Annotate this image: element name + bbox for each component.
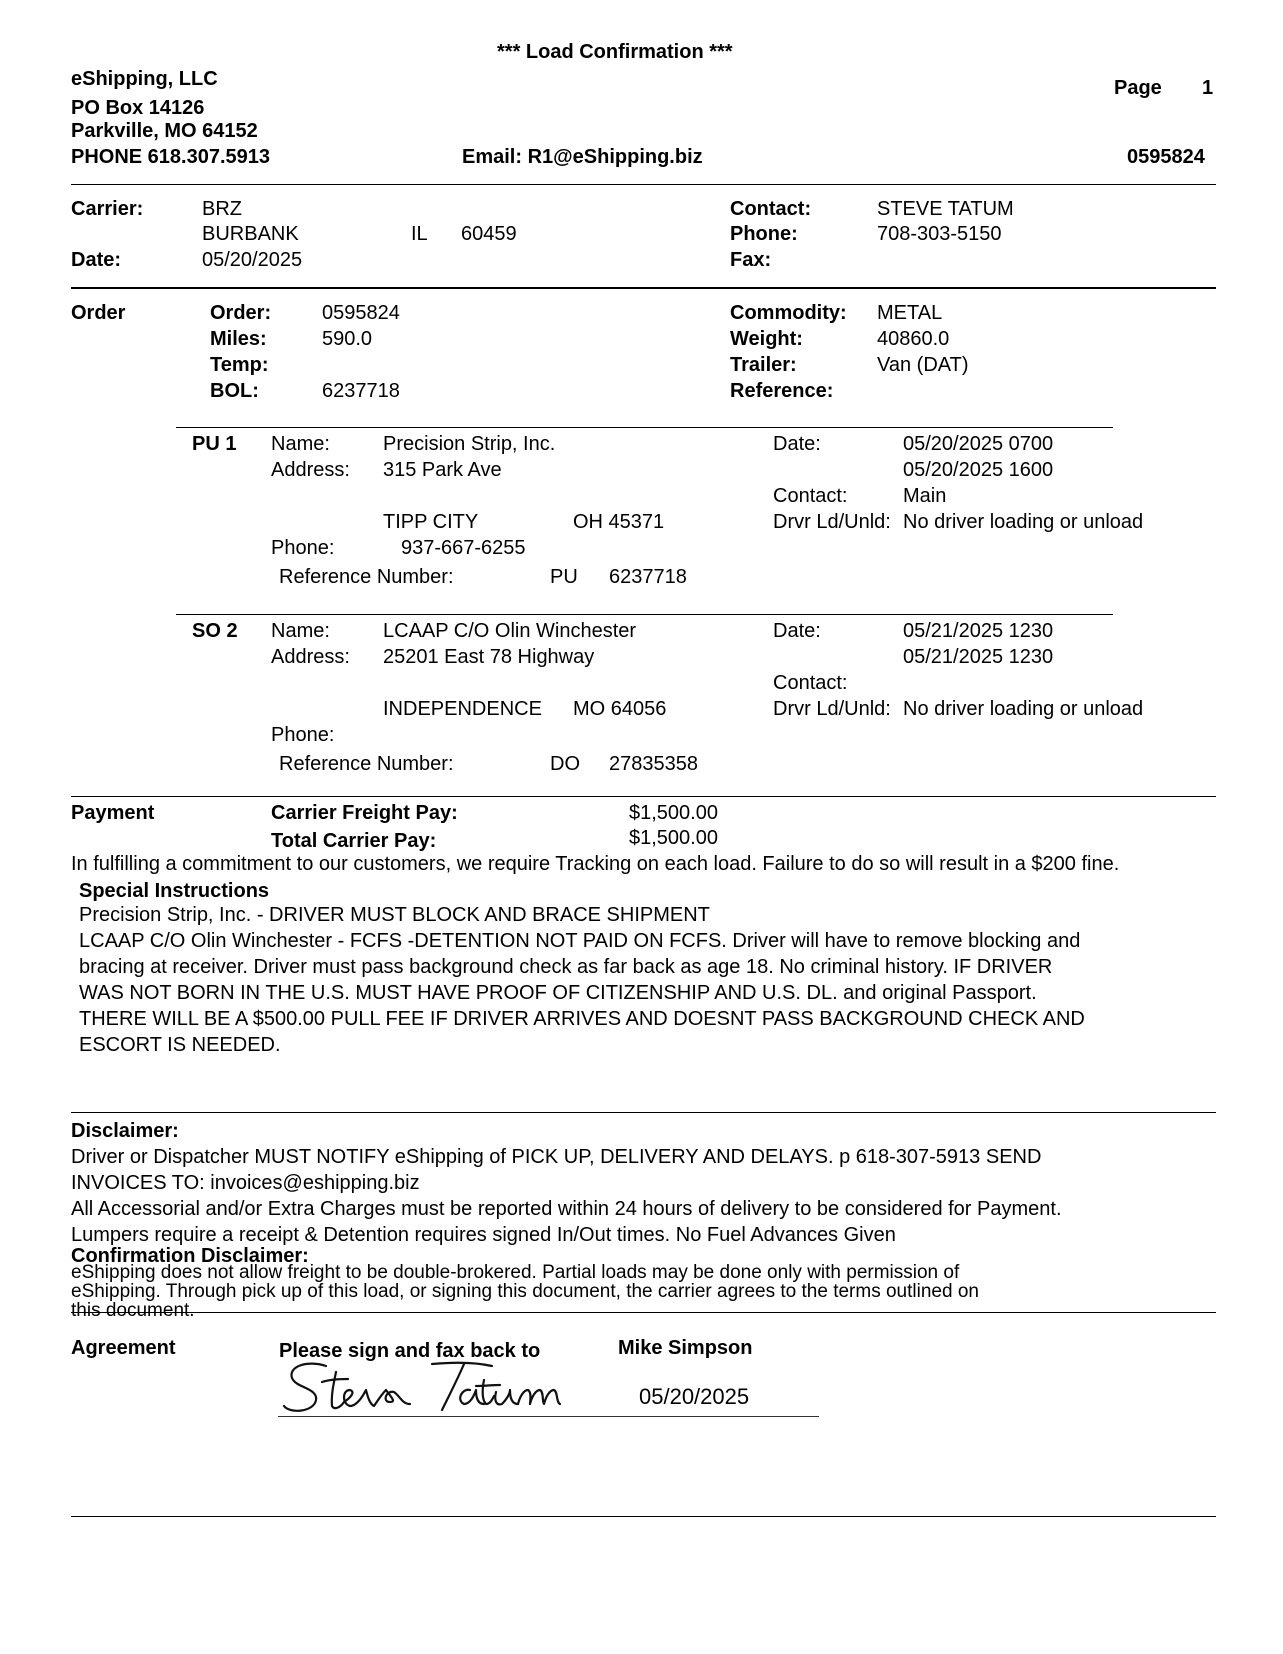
stop-name: Precision Strip, Inc.	[383, 433, 556, 455]
freight-pay-label: Carrier Freight Pay:	[271, 802, 458, 824]
temp-label: Temp:	[210, 354, 269, 376]
disclaimer-text	[71, 1144, 1062, 1248]
weight-label: Weight:	[730, 328, 803, 350]
carrier-name: BRZ	[202, 198, 242, 220]
stop-date-start: 05/20/2025 0700	[903, 433, 1054, 455]
stop-drvr-value: No driver loading or unload	[903, 698, 1144, 720]
tracking-notice: In fulfilling a commitment to our customers, we require Tracking on each load. Failure to do so will result in a $200 fine.	[71, 853, 1120, 875]
stop-state-zip: OH 45371	[573, 511, 665, 533]
load-number: 0595824	[1127, 146, 1205, 168]
commodity-label: Commodity:	[730, 302, 847, 324]
special-instructions-line: ESCORT IS NEEDED.	[79, 1034, 281, 1056]
stop-name-label: Name:	[271, 433, 330, 455]
stop-city: INDEPENDENCE	[383, 698, 542, 720]
sign-instruction: Please sign and fax back to	[279, 1340, 541, 1362]
bol-value: 6237718	[322, 380, 400, 402]
confirmation-disclaimer-heading: Confirmation Disclaimer:	[71, 1245, 309, 1267]
signature-image	[278, 1358, 578, 1418]
carrier-state: IL	[411, 223, 428, 245]
stop-phone-label: Phone:	[271, 724, 335, 746]
commodity-value: METAL	[877, 302, 943, 324]
stop-contact: Main	[903, 485, 947, 507]
company-address-line1: PO Box 14126	[71, 97, 205, 119]
stop-reference-label: Reference Number:	[279, 753, 454, 775]
stop-drvr-label: Drvr Ld/Unld:	[773, 698, 891, 720]
agreement-section-label: Agreement	[71, 1337, 176, 1359]
miles-value: 590.0	[322, 328, 373, 350]
divider	[176, 427, 1113, 428]
stop-drvr-label: Drvr Ld/Unld:	[773, 511, 891, 533]
stop-reference-label: Reference Number:	[279, 566, 454, 588]
confirmation-line: this document.	[71, 1300, 195, 1321]
contact-label: Contact:	[730, 198, 812, 220]
confirmation-line: eShipping. Through pick up of this load, or signing this document, the carrier agrees to the terms outlined on	[71, 1281, 979, 1302]
divider	[71, 796, 1216, 797]
stop-date-label: Date:	[773, 433, 821, 455]
disclaimer-line: Driver or Dispatcher MUST NOTIFY eShipping of PICK UP, DELIVERY AND DELAYS. p 618-307-5913 SEND	[71, 1146, 1042, 1168]
fax-label: Fax:	[730, 249, 772, 271]
special-instructions-line: LCAAP C/O Olin Winchester - FCFS -DETENTION NOT PAID ON FCFS. Driver will have to remove blocking and	[79, 930, 1081, 952]
phone-label: Phone:	[730, 223, 798, 245]
stop-date-end: 05/20/2025 1600	[903, 459, 1054, 481]
stop-city: TIPP CITY	[383, 511, 479, 533]
special-instructions-line: WAS NOT BORN IN THE U.S. MUST HAVE PROOF OF CITIZENSHIP AND U.S. DL. and original Passport.	[79, 982, 1037, 1004]
stop-state-zip: MO 64056	[573, 698, 667, 720]
confirmation-line: eShipping does not allow freight to be double-brokered. Partial loads may be done only with permission of	[71, 1262, 960, 1283]
carrier-contact: STEVE TATUM	[877, 198, 1014, 220]
carrier-date: 05/20/2025	[202, 249, 303, 271]
freight-pay-value: $1,500.00	[629, 802, 718, 824]
payment-section-label: Payment	[71, 802, 155, 824]
stop-address: 315 Park Ave	[383, 459, 502, 481]
divider	[71, 1516, 1216, 1517]
trailer-label: Trailer:	[730, 354, 797, 376]
page-number: 1	[1202, 77, 1214, 99]
total-pay-label: Total Carrier Pay:	[271, 830, 437, 852]
document-title: *** Load Confirmation ***	[497, 41, 733, 63]
carrier-label: Carrier:	[71, 198, 144, 220]
miles-label: Miles:	[210, 328, 267, 350]
stop-reference-number: 27835358	[609, 753, 698, 775]
date-label: Date:	[71, 249, 122, 271]
special-instructions-line: Precision Strip, Inc. - DRIVER MUST BLOCK AND BRACE SHIPMENT	[79, 904, 710, 926]
divider	[71, 184, 1216, 185]
company-address-line2: Parkville, MO 64152	[71, 120, 258, 142]
stop-name-label: Name:	[271, 620, 330, 642]
stop-reference-type: PU	[550, 566, 578, 588]
divider	[71, 1112, 1216, 1113]
special-instructions-line: bracing at receiver. Driver must pass background check as far back as age 18. No criminal history. IF DRIVER	[79, 956, 1053, 978]
page-label: Page	[1114, 77, 1162, 99]
stop-drvr-value: No driver loading or unload	[903, 511, 1144, 533]
divider	[71, 1312, 1216, 1313]
stop-address: 25201 East 78 Highway	[383, 646, 595, 668]
order-section-label: Order	[71, 302, 126, 324]
company-email: Email: R1@eShipping.biz	[462, 146, 703, 168]
signature-line	[278, 1416, 819, 1417]
stop-code: PU 1	[192, 433, 237, 455]
total-pay-value: $1,500.00	[629, 827, 718, 849]
carrier-city: BURBANK	[202, 223, 299, 245]
company-phone: PHONE 618.307.5913	[71, 146, 271, 168]
stop-name: LCAAP C/O Olin Winchester	[383, 620, 637, 642]
trailer-value: Van (DAT)	[877, 354, 969, 376]
divider	[71, 287, 1216, 289]
disclaimer-line: All Accessorial and/or Extra Charges must be reported within 24 hours of delivery to be considered for Payment.	[71, 1198, 1062, 1220]
stop-reference-type: DO	[550, 753, 580, 775]
special-instructions-heading: Special Instructions	[79, 880, 270, 902]
disclaimer-line: INVOICES TO: invoices@eshipping.biz	[71, 1172, 420, 1194]
weight-value: 40860.0	[877, 328, 950, 350]
stop-date-label: Date:	[773, 620, 821, 642]
carrier-zip: 60459	[461, 223, 517, 245]
stop-contact-label: Contact:	[773, 485, 848, 507]
signed-date: 05/20/2025	[639, 1384, 750, 1409]
stop-phone: 937-667-6255	[401, 537, 526, 559]
stop-address-label: Address:	[271, 646, 350, 668]
stop-phone-label: Phone:	[271, 537, 335, 559]
stop-contact-label: Contact:	[773, 672, 848, 694]
reference-label: Reference:	[730, 380, 834, 402]
order-label: Order:	[210, 302, 272, 324]
stop-address-label: Address:	[271, 459, 350, 481]
stop-code: SO 2	[192, 620, 238, 642]
special-instructions-line: THERE WILL BE A $500.00 PULL FEE IF DRIVER ARRIVES AND DOESNT PASS BACKGROUND CHECK AND	[79, 1008, 1085, 1030]
divider	[176, 614, 1113, 615]
company-name: eShipping, LLC	[71, 68, 218, 90]
carrier-phone: 708-303-5150	[877, 223, 1002, 245]
stop-reference-number: 6237718	[609, 566, 687, 588]
stop-date-start: 05/21/2025 1230	[903, 620, 1054, 642]
disclaimer-heading: Disclaimer:	[71, 1120, 179, 1142]
special-instructions-text	[79, 902, 1085, 1058]
order-number: 0595824	[322, 302, 400, 324]
stop-date-end: 05/21/2025 1230	[903, 646, 1054, 668]
disclaimer-line: Lumpers require a receipt & Detention requires signed In/Out times. No Fuel Advances Given	[71, 1224, 896, 1246]
bol-label: BOL:	[210, 380, 259, 402]
agent-name: Mike Simpson	[618, 1337, 753, 1359]
